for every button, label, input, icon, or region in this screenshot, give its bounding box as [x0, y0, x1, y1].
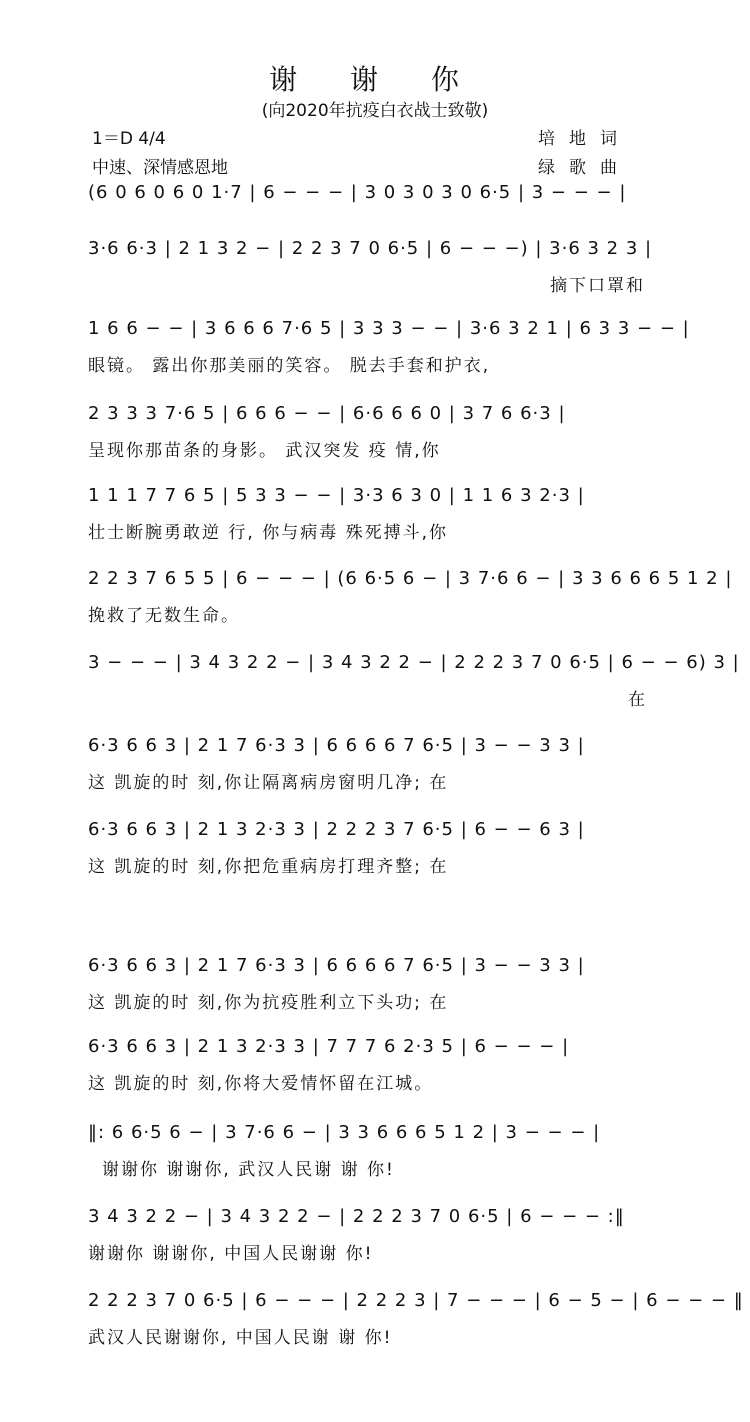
notation-line: 2 2 3 7 6 5 5 | 6 − − − | (6 6·5 6 − | 3 7·6 6 − | 3 3 6 6 6 5 1 2 | [88, 568, 733, 589]
score-row [88, 568, 733, 626]
score-row [88, 238, 668, 296]
notation-line: 1 6 6 − − | 3 6 6 6 7·6 5 | 3 3 3 − − | 3·6 3 2 1 | 6 3 3 − − | [88, 318, 690, 339]
lyric-line: 呈现你那苗条的身影。 武汉突发 疫 情,你 [88, 441, 441, 461]
notation-line: (6 0 6 0 6 0 1·7 | 6 − − − | 3 0 3 0 3 0 6·5 | 3 − − − | [88, 182, 627, 203]
score-row [88, 403, 668, 461]
lyric-line: 这 凯旋的时 刻,你把危重病房打理齐整; 在 [88, 857, 449, 877]
lyric-line: 谢谢你 谢谢你, 中国人民谢谢 你! [88, 1244, 374, 1264]
notation-line: 2 3 3 3 7·6 5 | 6 6 6 − − | 6·6 6 6 0 | 3 7 6 6·3 | [88, 403, 566, 424]
notation-line: 6·3 6 6 3 | 2 1 3 2·3 3 | 7 7 7 6 2·3 5 | 6 − − − | [88, 1036, 570, 1057]
lyric-line: 挽救了无数生命。 [88, 606, 240, 626]
score-row [88, 318, 690, 376]
lyric-line: 这 凯旋的时 刻,你让隔离病房窗明几净; 在 [88, 773, 449, 793]
song-subtitle: (向2020年抗疫白衣战士致敬) [261, 101, 489, 121]
score-row [88, 819, 668, 877]
score-row [88, 1206, 668, 1264]
lyric-line: 武汉人民谢谢你, 中国人民谢 谢 你! [88, 1328, 393, 1348]
score-row [88, 1036, 668, 1094]
score-row [88, 182, 668, 215]
lyricist-credit: 培地词 [538, 129, 631, 149]
score-row [88, 735, 668, 793]
notation-line: 6·3 6 6 3 | 2 1 7 6·3 3 | 6 6 6 6 7 6·5 | 3 − − 3 3 | [88, 735, 585, 756]
score-row [88, 485, 668, 543]
lyric-line: 在 [628, 690, 647, 710]
lyric-line: 这 凯旋的时 刻,你为抗疫胜利立下头功; 在 [88, 993, 449, 1013]
lyric-line: 眼镜。 露出你那美丽的笑容。 脱去手套和护衣, [88, 356, 491, 376]
notation-line: 3 − − − | 3 4 3 2 2 − | 3 4 3 2 2 − | 2 2 2 3 7 0 6·5 | 6 − − 6) 3 | [88, 652, 740, 673]
score-row [88, 1122, 668, 1180]
notation-line: 6·3 6 6 3 | 2 1 3 2·3 3 | 2 2 2 3 7 6·5 | 6 − − 6 3 | [88, 819, 585, 840]
lyric-line: 摘下口罩和 [550, 276, 645, 296]
lyric-line: 壮士断腕勇敢逆 行, 你与病毒 殊死搏斗,你 [88, 523, 449, 543]
composer-credit: 绿歌曲 [538, 158, 631, 178]
lyric-line: 这 凯旋的时 刻,你将大爱情怀留在江城。 [88, 1074, 434, 1094]
notation-line: 3·6 6·3 | 2 1 3 2 − | 2 2 3 7 0 6·5 | 6 − − −) | 3·6 3 2 3 | [88, 238, 653, 259]
tempo-marking: 中速、深情感恩地 [92, 158, 228, 178]
notation-line: 6·3 6 6 3 | 2 1 7 6·3 3 | 6 6 6 6 7 6·5 | 3 − − 3 3 | [88, 955, 585, 976]
song-title: 谢 谢 你 [269, 63, 481, 96]
score-row [88, 652, 740, 710]
score-row [88, 955, 668, 1013]
key-signature: 1＝D 4/4 [92, 129, 166, 149]
notation-line: 3 4 3 2 2 − | 3 4 3 2 2 − | 2 2 2 3 7 0 6·5 | 6 − − − :‖ [88, 1206, 625, 1227]
score-row [88, 1290, 744, 1348]
notation-line: 2 2 2 3 7 0 6·5 | 6 − − − | 2 2 2 3 | 7 − − − | 6 − 5 − | 6 − − − ‖ [88, 1290, 744, 1311]
lyric-line: 谢谢你 谢谢你, 武汉人民谢 谢 你! [102, 1160, 395, 1180]
notation-line: ‖: 6 6·5 6 − | 3 7·6 6 − | 3 3 6 6 6 5 1 2 | 3 − − − | [88, 1122, 601, 1143]
notation-line: 1 1 1 7 7 6 5 | 5 3 3 − − | 3·3 6 3 0 | 1 1 6 3 2·3 | [88, 485, 585, 506]
